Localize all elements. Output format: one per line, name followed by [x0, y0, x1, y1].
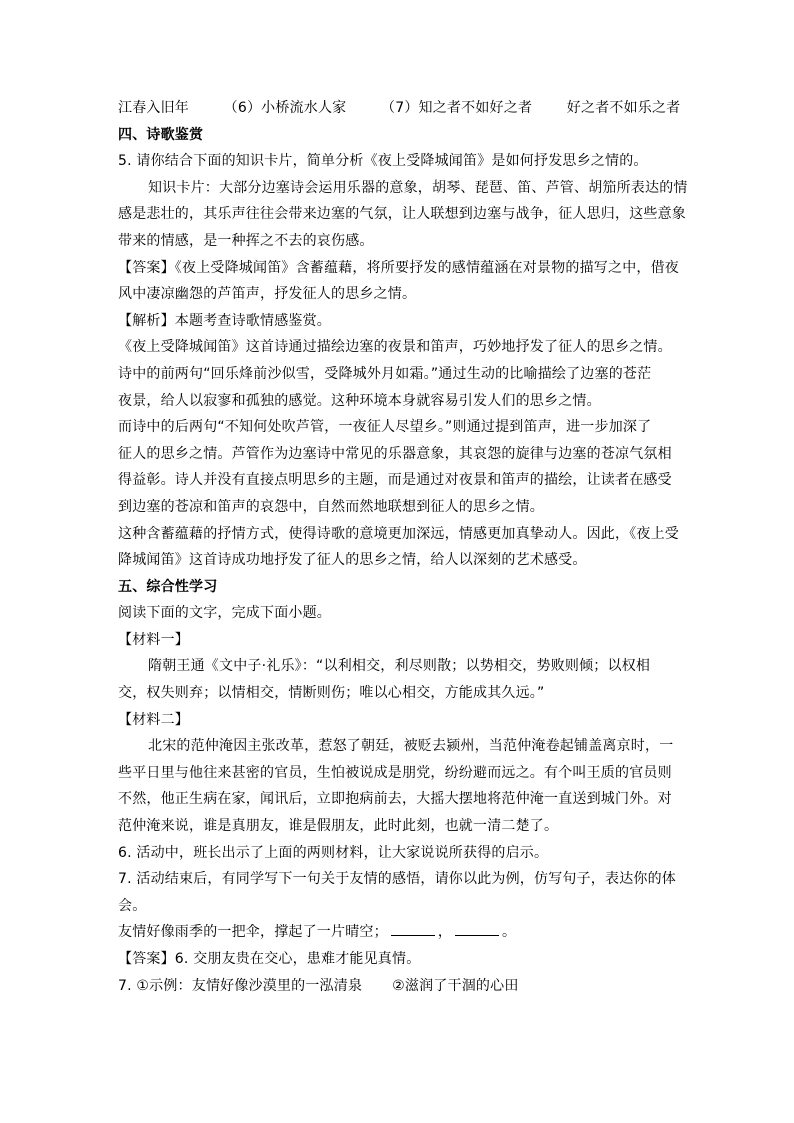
analysis-5-line: 而诗中的后两句“不知何处吹芦管，一夜征人尽望乡。”则通过提到笛声，进一步加深了: [118, 419, 652, 436]
knowledge-card-line: 知识卡片：大部分边塞诗会运用乐器的意象，胡琴、琵琶、笛、芦管、胡笳所表达的情: [148, 179, 688, 196]
answer-5-line: 风中凄凉幽怨的芦笛声，抒发征人的思乡之情。: [118, 286, 417, 303]
answer-7: 7. ①示例：友情好像沙漠里的一泓清泉 ②滋润了干涸的心田: [118, 977, 519, 994]
question-7-line: 会。: [118, 897, 147, 914]
analysis-5-line: 【解析】本题考查诗歌情感鉴赏。: [118, 312, 331, 329]
material-2-title: 【材料二】: [118, 711, 189, 728]
answer-blank: [391, 923, 435, 936]
analysis-5-line: 得益彰。诗人并没有直接点明思乡的主题，而是通过对夜景和笛声的描绘，让读者在感受: [118, 472, 672, 489]
material-1-line: 隋朝王通《文中子·礼乐》：“以利相交，利尽则散；以势相交，势败则倾；以权相: [148, 658, 651, 675]
analysis-5-line: 诗中的前两句“回乐烽前沙似雪，受降城外月如霜。”通过生动的比喻描绘了边塞的苍茫: [118, 365, 652, 382]
question-6: 6. 活动中，班长出示了上面的两则材料，让大家说说所获得的启示。: [118, 844, 549, 861]
knowledge-card-line: 带来的情感，是一种挥之不去的哀伤感。: [118, 232, 374, 249]
reading-instruction: 阅读下面的文字，完成下面小题。: [118, 605, 331, 622]
analysis-5-line: 征人的思乡之情。芦管作为边塞诗中常见的乐器意象，其哀怨的旋律与边塞的苍凉气氛相: [118, 445, 672, 462]
material-2-line: 些平日里与他往来甚密的官员，生怕被说成是朋党，纷纷避而远之。有个叫王质的官员则: [118, 764, 672, 781]
question-7-line: 7. 活动结束后，有同学写下一句关于友情的感悟，请你以此为例，仿写句子，表达你的体: [118, 871, 677, 888]
material-2-line: 不然，他正生病在家，闻讯后，立即抱病前去，大摇大摆地将范仲淹一直送到城门外。对: [118, 791, 672, 808]
analysis-5-line: 降城闻笛》这首诗成功地抒发了征人的思乡之情，给人以深刻的艺术感受。: [118, 552, 587, 569]
material-1-line: 交，权失则弃；以情相交，情断则伤；唯以心相交，方能成其久远。”: [118, 685, 545, 702]
answer-blank: [455, 923, 499, 936]
analysis-5-line: 夜景，给人以寂寥和孤独的感觉。这种环境本身就容易引发人们的思乡之情。: [118, 392, 601, 409]
answer-5-line: 【答案】《夜上受降城闻笛》含蓄蕴藉，将所要抒发的感情蕴涵在对景物的描写之中，借夜: [118, 259, 679, 276]
answer-6: 【答案】6. 交朋友贵在交心，患难才能见真情。: [118, 951, 421, 967]
section-heading-poetry: 四、诗歌鉴赏: [118, 126, 204, 143]
material-2-line: 范仲淹来说，谁是真朋友，谁是假朋友，此时此刻，也就一清二楚了。: [118, 818, 559, 835]
knowledge-card-line: 感是悲壮的，其乐声往往会带来边塞的气氛，让人联想到边塞与战争，征人思归，这些意象: [118, 206, 686, 223]
material-1-title: 【材料一】: [118, 631, 189, 648]
question-7-example: 友情好像雨季的一把伞，撑起了一片晴空； ， 。: [118, 924, 517, 941]
analysis-5-line: 到边塞的苍凉和笛声的哀怨中，自然而然地联想到征人的思乡之情。: [118, 498, 544, 515]
material-2-line: 北宋的范仲淹因主张改革，惹怒了朝廷，被贬去颍州，当范仲淹卷起铺盖离京时，一: [148, 738, 674, 755]
question-5: 5. 请你结合下面的知识卡片，简单分析《夜上受降城闻笛》是如何抒发思乡之情的。: [118, 153, 648, 170]
answer-line-continuation: 江春入旧年 （6）小桥流水人家 （7）知之者不如好之者 好之者不如乐之者: [118, 100, 681, 116]
analysis-5-line: 这种含蓄蕴藉的抒情方式，使得诗歌的意境更加深远，情感更加真挚动人。因此，《夜上受: [118, 525, 679, 542]
analysis-5-line: 《夜上受降城闻笛》这首诗通过描绘边塞的夜景和笛声，巧妙地抒发了征人的思乡之情。: [118, 339, 672, 356]
section-heading-comprehensive: 五、综合性学习: [118, 578, 218, 595]
